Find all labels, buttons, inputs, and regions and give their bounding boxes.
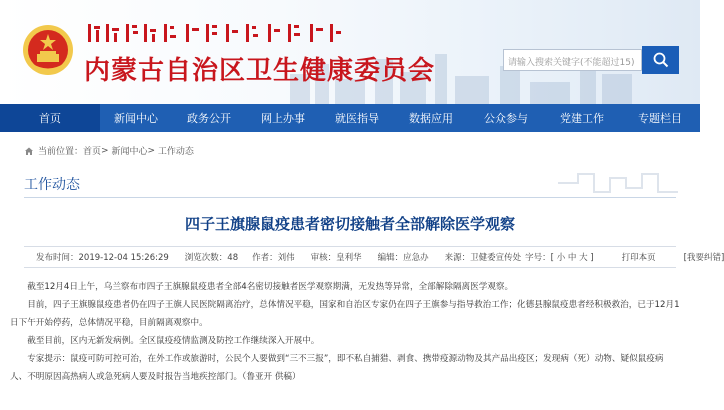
author: 作者：刘伟: [252, 253, 295, 263]
ornament-decoration: [558, 170, 678, 196]
source: 来源：卫健委宣传处: [444, 253, 522, 263]
nav-item-public-participation[interactable]: 公众参与: [484, 112, 528, 125]
view-count: 浏览次数：48: [184, 253, 239, 263]
nav-item-gov-affairs[interactable]: 政务公开: [187, 112, 231, 125]
article-paragraph: 人、不明原因高热病人或急死病人要及时报告当地疾控部门。（鲁亚开 供稿）: [10, 372, 301, 382]
editor: 编辑：应急办: [377, 253, 429, 263]
article-title: 四子王旗腺鼠疫患者密切接触者全部解除医学观察: [184, 215, 515, 233]
nav-item-data-apps[interactable]: 数据应用: [409, 112, 453, 125]
breadcrumb-prefix: 当前位置：: [38, 147, 84, 157]
search-button[interactable]: [642, 46, 679, 74]
section-divider: [24, 197, 676, 198]
breadcrumb-separator: >: [101, 145, 109, 156]
article-body: [10, 278, 690, 386]
article-paragraph: 专家提示：鼠疫可防可控可治，在外工作或旅游时，公民个人要做到“三不三报”，即不私自捕猎、剥食、携带疫源动物及其产品出疫区；发现病（死）动物、疑似鼠疫病: [27, 354, 664, 364]
home-icon: [24, 146, 34, 156]
reviewer: 审核：皇利华: [310, 253, 362, 263]
search-input[interactable]: 请输入搜索关键字(不能超过15): [503, 49, 642, 71]
search-icon: [653, 52, 669, 68]
nav-item-online-services[interactable]: 网上办事: [261, 112, 305, 125]
article-paragraph: 截至12月4日上午，乌兰察布市四子王旗腺鼠疫患者全部4名密切接触者医学观察期满，无发热等异常，全部解除隔离医学观察。: [27, 282, 514, 292]
article-paragraph: 日下午开始停药，总体情况平稳，目前隔离观察中。: [10, 318, 208, 328]
article-meta: [24, 246, 724, 268]
breadcrumb-separator: >: [147, 145, 156, 156]
breadcrumb-home[interactable]: 首页: [83, 147, 102, 157]
print-button[interactable]: 打印本页: [621, 253, 656, 263]
publish-time: 发布时间：2019-12-04 15:26:29: [36, 253, 169, 263]
main-nav: [0, 104, 700, 132]
nav-item-party-building[interactable]: 党建工作: [560, 112, 604, 125]
article-paragraph: 目前，四子王旗腺鼠疫患者仍在四子王旗人民医院隔离治疗，总体情况平稳，国家和自治区专家仍在四子王旗参与指导救治工作；化德县腺鼠疫患者经积极救治，已于12月1: [27, 300, 680, 310]
breadcrumb: [24, 144, 194, 157]
nav-item-medical-guide[interactable]: 就医指导: [335, 112, 379, 125]
report-error-button[interactable]: [我要纠错]: [683, 253, 724, 263]
font-size-switcher[interactable]: 字号：[ 小 中 大 ]: [525, 253, 594, 263]
article-paragraph: 截至目前，区内无新发病例。全区鼠疫疫情监测及防控工作继续深入开展中。: [27, 336, 320, 346]
site-header: [0, 0, 700, 104]
nav-item-news[interactable]: 新闻中心: [114, 112, 158, 125]
mongolian-script-logo: [86, 22, 346, 44]
section-title: 工作动态: [24, 177, 80, 193]
nav-item-home[interactable]: 首页: [0, 104, 100, 132]
site-title: 内蒙古自治区卫生健康委员会: [84, 56, 436, 86]
nav-item-special-topics[interactable]: 专题栏目: [638, 112, 682, 125]
breadcrumb-news[interactable]: 新闻中心: [111, 147, 148, 157]
national-emblem-icon[interactable]: [22, 24, 74, 76]
breadcrumb-work-news[interactable]: 工作动态: [157, 147, 194, 157]
